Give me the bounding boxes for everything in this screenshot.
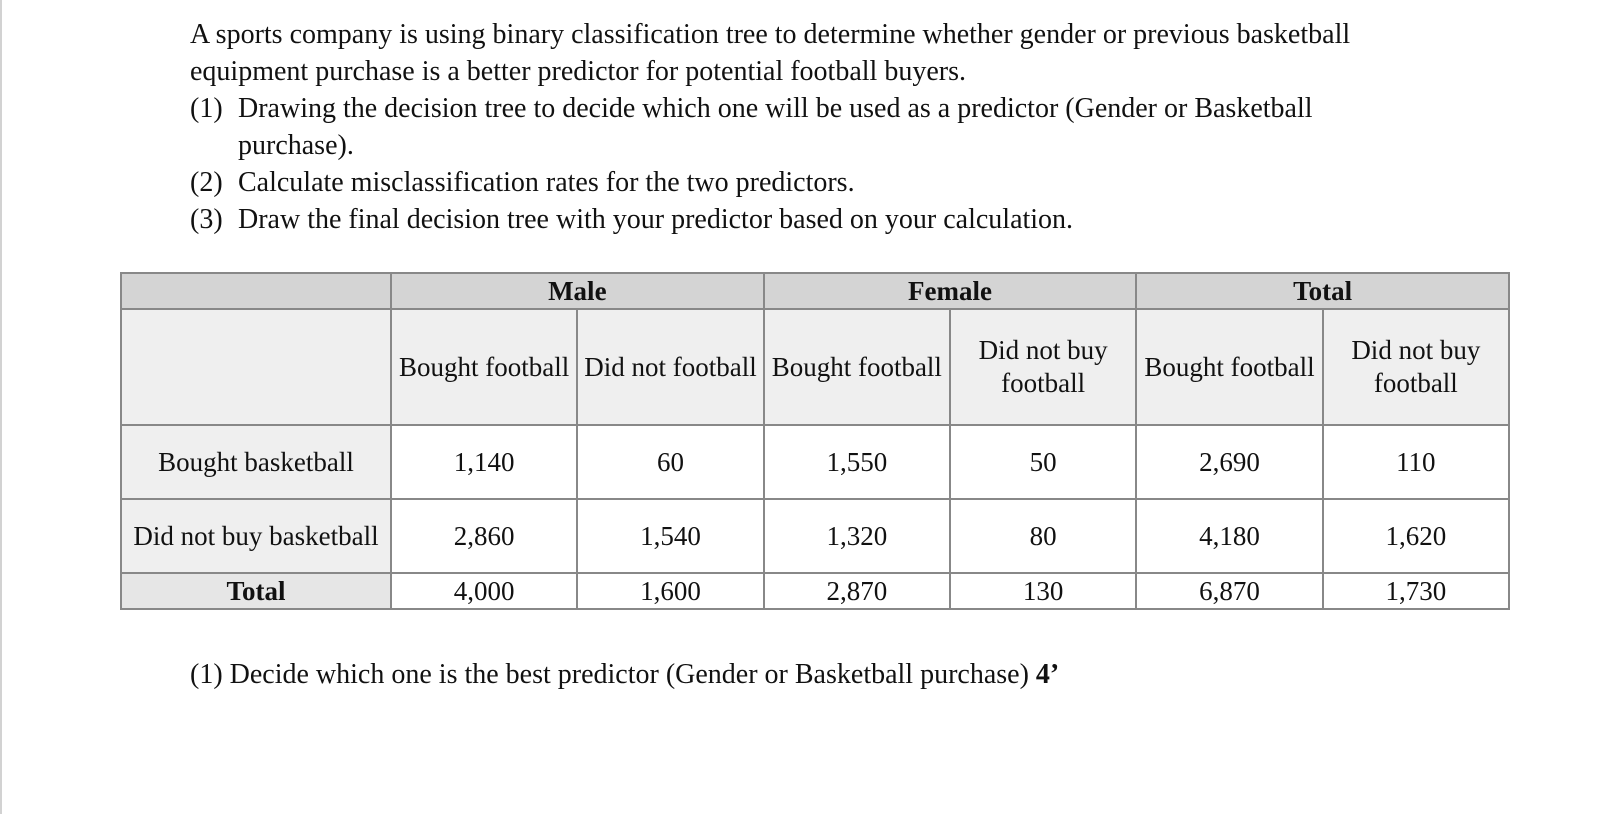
task-text: Drawing the decision tree to decide which one will be used as a predictor (Gender or Basketball purchase).	[238, 93, 1313, 161]
table-cell: 2,870	[764, 573, 950, 609]
question-prompt	[190, 656, 1059, 693]
table-cell: 1,620	[1323, 499, 1509, 573]
intro-paragraph: A sports company is using binary classification tree to determine whether gender or previous basketball equipment purchase is a better predictor for potential football buyers.	[190, 19, 1351, 87]
table-cell: 2,690	[1136, 425, 1322, 499]
table-cell: 80	[950, 499, 1136, 573]
column-header: Did not football	[577, 309, 763, 425]
column-header: Did not buy football	[1323, 309, 1509, 425]
task-item-2	[190, 164, 1430, 201]
table-cell: 6,870	[1136, 573, 1322, 609]
subheader-row	[121, 309, 1509, 425]
table-row	[121, 499, 1509, 573]
table-cell: 1,140	[391, 425, 577, 499]
column-header: Did not buy football	[950, 309, 1136, 425]
table-cell: 4,180	[1136, 499, 1322, 573]
table-cell: 130	[950, 573, 1136, 609]
table-cell: 1,320	[764, 499, 950, 573]
total-row	[121, 573, 1509, 609]
table-cell: 50	[950, 425, 1136, 499]
group-header-male: Male	[391, 273, 764, 309]
group-header-female: Female	[764, 273, 1137, 309]
table-cell: 1,600	[577, 573, 763, 609]
corner-cell	[121, 273, 391, 309]
task-number: (2)	[190, 167, 223, 198]
column-header: Bought football	[764, 309, 950, 425]
purchase-data-table	[120, 272, 1510, 610]
task-number: (3)	[190, 204, 223, 235]
table-cell: 2,860	[391, 499, 577, 573]
question-text: (1) Decide which one is the best predictor (Gender or Basketball purchase)	[190, 659, 1029, 690]
page-left-border	[0, 0, 2, 814]
task-text: Calculate misclassification rates for the two predictors.	[238, 167, 855, 198]
table-cell: 1,730	[1323, 573, 1509, 609]
corner-cell	[121, 309, 391, 425]
group-header-total: Total	[1136, 273, 1509, 309]
problem-statement	[190, 16, 1430, 238]
table-cell: 4,000	[391, 573, 577, 609]
row-header: Did not buy basketball	[121, 499, 391, 573]
task-item-3	[190, 201, 1430, 238]
column-header: Bought football	[391, 309, 577, 425]
row-header: Total	[121, 573, 391, 609]
task-text: Draw the final decision tree with your predictor based on your calculation.	[238, 204, 1074, 235]
table-row	[121, 425, 1509, 499]
question-points: 4’	[1035, 659, 1060, 690]
group-header-row	[121, 273, 1509, 309]
task-number: (1)	[190, 93, 223, 124]
table-cell: 60	[577, 425, 763, 499]
row-header: Bought basketball	[121, 425, 391, 499]
task-item-1	[190, 90, 1430, 164]
table-cell: 1,540	[577, 499, 763, 573]
table-cell: 110	[1323, 425, 1509, 499]
column-header: Bought football	[1136, 309, 1322, 425]
table-cell: 1,550	[764, 425, 950, 499]
